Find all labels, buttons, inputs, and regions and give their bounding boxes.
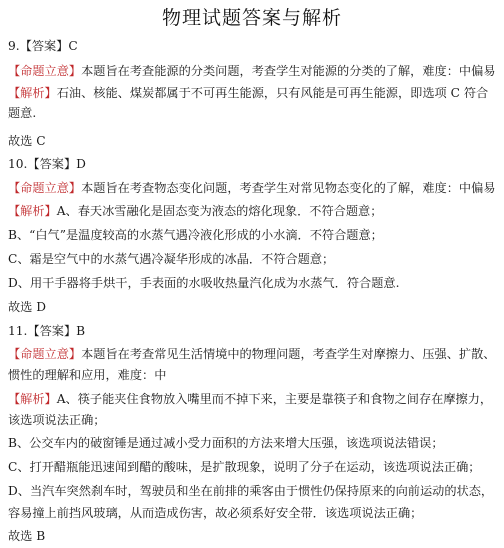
q10-option-d: D、用干手器将手烘干，手表面的水吸收热量汽化成为水蒸气．符合题意.: [8, 276, 400, 290]
q10-intent-text: 本题旨在考查物态变化问题，考查学生对常见物态变化的了解，难度：中偏易: [81, 181, 496, 195]
q9-analysis-text: 石油、核能、煤炭都属于不可再生能源，只有风能是可再生能源，即选项 C 符合: [56, 86, 489, 100]
q11-intent-cont: 惯性的理解和应用，难度：中: [8, 368, 167, 382]
q9-answer: 9.【答案】C: [8, 39, 78, 53]
q11-analysis-tag: 【解析】: [8, 392, 57, 406]
q11-option-d: D、当汽车突然刹车时，驾驶员和坐在前排的乘客由于惯性仍保持原来的向前运动的状态，: [8, 484, 494, 498]
q10-answer: 10.【答案】D: [8, 157, 86, 171]
q11-option-b: B、公交车内的破窗锤是通过减小受力面积的方法来增大压强，该选项说法错误；: [8, 436, 444, 450]
q11-analysis-text: A、筷子能夹住食物放入嘴里而不掉下来，主要是靠筷子和食物之间存在摩擦力，: [56, 392, 493, 406]
q9-intent: [8, 62, 496, 80]
q9-conclusion: 故选 C: [8, 134, 46, 148]
q9-analysis-tag: 【解析】: [8, 86, 57, 100]
q11-conclusion: 故选 B: [8, 529, 46, 543]
q11-analysis-cont: 该选项说法正确；: [8, 413, 106, 427]
q11-answer: 11.【答案】B: [8, 324, 86, 338]
q11-intent-tag: 【命题立意】: [8, 347, 82, 361]
q10-option-c: C、霜是空气中的水蒸气遇冷凝华形成的冰晶．不符合题意；: [8, 252, 335, 266]
q11-option-c: C、打开醋瓶能迅速闻到醋的酸味，是扩散现象，说明了分子在运动，该选项说法正确；: [8, 460, 481, 474]
q10-conclusion: 故选 D: [8, 300, 47, 314]
q11-intent-text: 本题旨在考查常见生活情境中的物理问题，考查学生对摩擦力、压强、扩散、: [81, 347, 496, 361]
q10-analysis-text: A、春天冰雪融化是固态变为液态的熔化现象．不符合题意；: [56, 204, 383, 218]
q9-intent-text: 本题旨在考查能源的分类问题，考查学生对能源的分类的了解，难度：中偏易: [81, 64, 496, 78]
q11-option-d-cont: 容易撞上前挡风玻璃，从而造成伤害，故必须系好安全带．该选项说法正确；: [8, 506, 423, 520]
q9-analysis-cont: 题意.: [8, 106, 37, 120]
q10-analysis-tag: 【解析】: [8, 204, 57, 218]
q10-intent: [8, 179, 496, 197]
q10-analysis: [8, 202, 496, 220]
q9-intent-tag: 【命题立意】: [8, 64, 82, 78]
q9-analysis: [8, 84, 496, 102]
page-title: 物理试题答案与解析: [161, 7, 342, 29]
q11-analysis: [8, 390, 496, 408]
q10-intent-tag: 【命题立意】: [8, 181, 82, 195]
q11-intent: [8, 345, 496, 363]
q10-option-b: B、“白气”是温度较高的水蒸气遇冷液化形成的小水滴．不符合题意；: [8, 228, 383, 242]
